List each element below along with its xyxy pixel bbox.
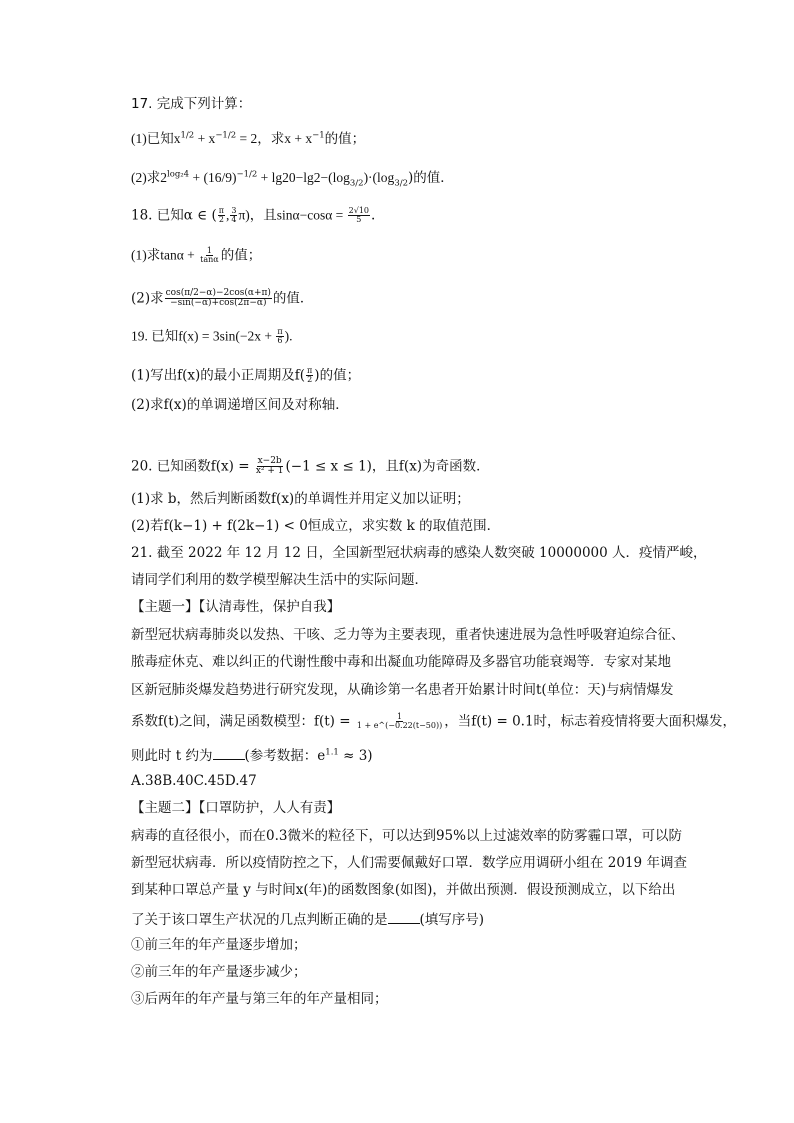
q19-title: 19. 已知f(x) = 3sin(−2x + $\frac{\pi}{6}$ ). bbox=[131, 327, 293, 346]
q18-title: 18. 已知α ∈ ( $\frac{\pi}{2}$ , $\frac{3}{4}$ π)，且sinα−cosα = $\frac{2√10}{5}$ . bbox=[131, 206, 376, 225]
answer-blank-1[interactable] bbox=[213, 747, 245, 760]
answer-blank-2[interactable] bbox=[388, 911, 420, 924]
theme1-line1: 新型冠状病毒肺炎以发热、干咳、乏力等为主要表现，重者快速进展为急性呼吸窘迫综合征、 bbox=[131, 627, 685, 643]
q19-part1: (1)写出f(x)的最小正周期及f( $\frac{\pi}{2}$ )的值； bbox=[131, 366, 361, 385]
theme2-line2: 新型冠状病毒．所以疫情防控之下，人们需要佩戴好口罩．数学应用调研小组在 2019 年调查 bbox=[131, 855, 687, 871]
q18-part1: (1)求tanα + $\frac{1}{\tan\alpha}$ 的值； bbox=[131, 246, 262, 265]
q17-part2: (2)求$2^{log_24} + (16/9)^{-1/2} + \lg 20-\lg 2-(\log_{3/2})\cdot(\log_{3/2})$的值． bbox=[131, 169, 454, 189]
theme1-options: A.38B.40C.45D.47 bbox=[131, 773, 257, 789]
theme1-line3: 区新冠肺炎爆发趋势进行研究发现，从确诊第一名患者开始累计时间t(单位：天)与病情爆发 bbox=[131, 682, 674, 698]
q20-part1: (1)求 b，然后判断函数f(x)的单调性并用定义加以证明； bbox=[131, 491, 470, 507]
theme1-line4: 系数f(t)之间，满足函数模型：f(t) = $\frac{1}{1 + e\^{}(-0.22(t-50))}$ ，当f(t) = 0.1时，标志着疫情将要大面积爆发， bbox=[131, 712, 737, 731]
theme2-line4: 了关于该口罩生产状况的几点判断正确的是 (填写序号) bbox=[131, 912, 485, 928]
q20-part2: (2)若f(k−1) + f(2k−1) < 0恒成立，求实数 k 的取值范围． bbox=[131, 518, 501, 534]
theme2-line1: 病毒的直径很小，而在0.3微米的粒径下，可以达到95%以上过滤效率的防雾霾口罩，可以防 bbox=[131, 828, 682, 844]
theme1-line2: 脓毒症休克、难以纠正的代谢性酸中毒和出凝血功能障碍及多器官功能衰竭等．专家对某地 bbox=[131, 654, 671, 670]
theme1-title: 【主题一】【认清毒性，保护自我】 bbox=[131, 599, 341, 615]
q17-title: 17. 完成下列计算： bbox=[131, 96, 252, 112]
theme2-option-3: ③后两年的年产量与第三年的年产量相同； bbox=[131, 991, 388, 1007]
q21-line2: 请同学们利用的数学模型解决生活中的实际问题． bbox=[131, 572, 428, 588]
q17-part1: (1)已知$x^{1/2} + x^{-1/2} = 2$，求$x + x^{-1}$的值； bbox=[131, 130, 366, 147]
theme2-title: 【主题二】【口罩防护，人人有责】 bbox=[131, 800, 341, 816]
theme2-option-1: ①前三年的年产量逐步增加； bbox=[131, 937, 307, 953]
theme2-option-2: ②前三年的年产量逐步减少； bbox=[131, 964, 307, 980]
q21-line1: 21. 截至 2022 年 12 月 12 日，全国新型冠状病毒的感染人数突破 10000000 人．疫情严峻， bbox=[131, 545, 707, 561]
theme1-line5: 则此时 t 约为 (参考数据：$e^{1.1} \approx 3$) bbox=[131, 747, 373, 764]
q18-part2: (2)求 $\frac{\cos(\pi/2-\alpha)-2\cos(\alpha+\pi)}{-\sin(-\alpha)+\cos(2\pi-\alpha)}$ 的值． bbox=[131, 288, 314, 309]
theme2-line3: 到某种口罩总产量 y 与时间x(年)的函数图象(如图)，并做出预测．假设预测成立，以下给出 bbox=[131, 882, 676, 898]
q20-title: 20. 已知函数f(x) = $\frac{x-2b}{\text{x² + 1}}$ (−1 ≤ x ≤ 1)，且f(x)为奇函数． bbox=[131, 456, 490, 477]
q19-part2: (2)求f(x)的单调递增区间及对称轴． bbox=[131, 397, 349, 413]
